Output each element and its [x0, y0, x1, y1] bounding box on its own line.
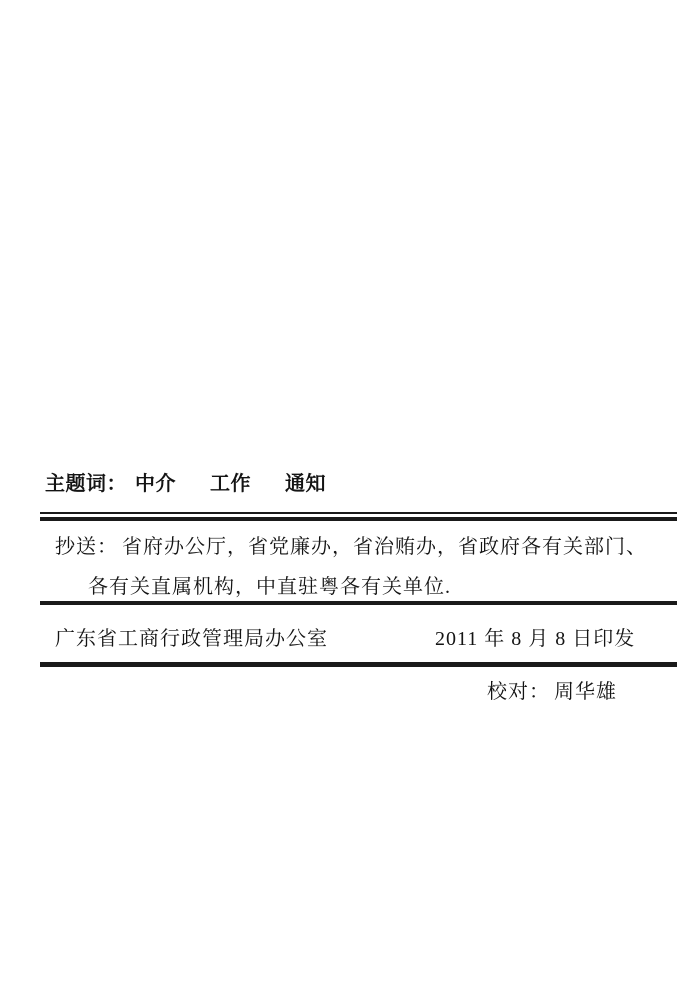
separator-rule-1-thin [40, 512, 677, 514]
issuing-office: 广东省工商行政管理局办公室 [55, 628, 328, 650]
cc-recipients-part-2: 各有关直属机构，中直驻粤各有关单位. [88, 576, 451, 598]
print-date: 2011 年 8 月 8 日印发 [435, 628, 636, 650]
subject-term-2: 工作 [210, 473, 251, 495]
subject-term-1: 中介 [135, 473, 176, 495]
subject-keywords-row [45, 472, 326, 497]
proofreader-row [487, 679, 617, 705]
proofreader-name: 周华雄 [554, 681, 617, 703]
subject-term-3: 通知 [285, 473, 326, 495]
cc-recipients-part-1: 省府办公厅，省党廉办，省治贿办，省政府各有关部门、 [122, 536, 647, 558]
separator-rule-3 [40, 662, 677, 667]
cc-line-1 [55, 534, 647, 560]
cc-label: 抄送： [55, 536, 118, 558]
subject-keywords-label: 主题词： [45, 473, 127, 495]
separator-rule-1-thick [40, 517, 677, 521]
separator-rule-2 [40, 601, 677, 605]
proofreader-label: 校对： [487, 681, 550, 703]
